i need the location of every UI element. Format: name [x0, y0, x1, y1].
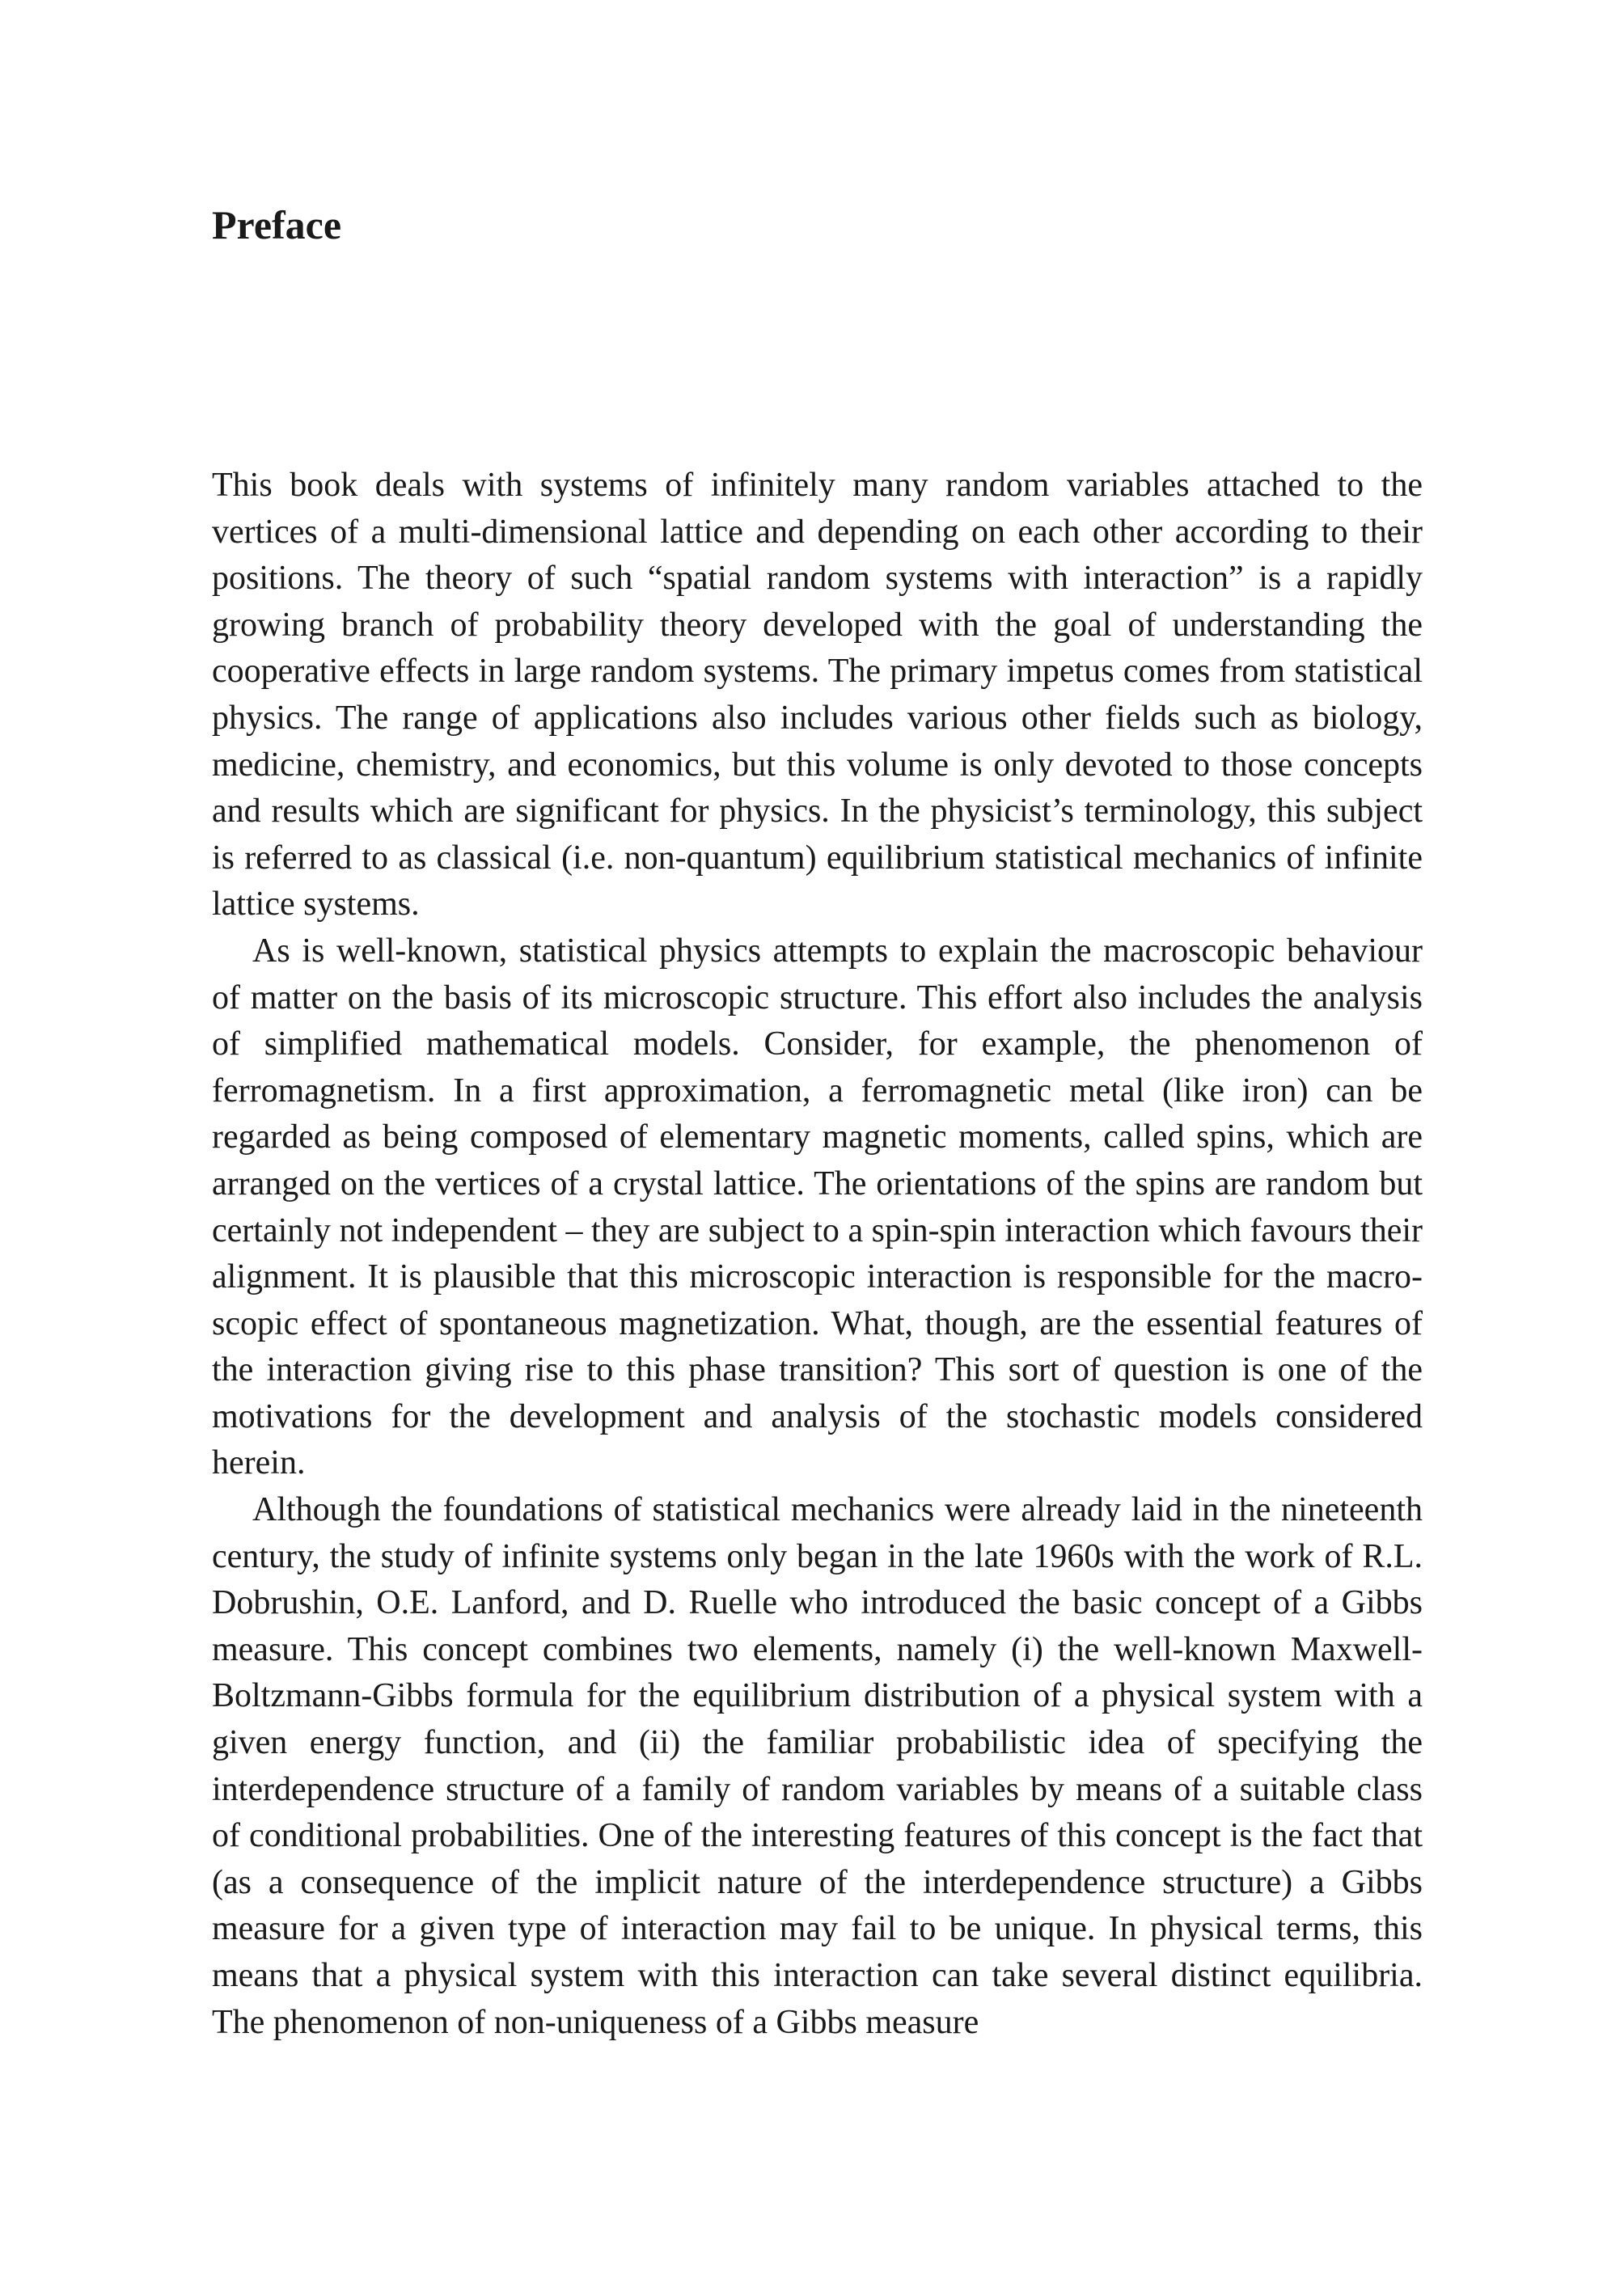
preface-body — [212, 463, 1423, 2046]
paragraph-3: Although the foundations of statistical mechanics were already laid in the nineteenth century, the study of infinite systems only began in the late 1960s with the work of R.L. Dobrushin, O.E. Lanford, and D. Ruelle who introduced the basic concept of a Gibbs measure. This concept combines two elements, namely (i) the well-known Maxwell-Boltzmann-Gibbs formula for the equilibrium distribution of a physical system with a given energy function, and (ii) the familiar probabilistic idea of specifying the interdependence structure of a family of random variables by means of a suitable class of conditional probabilities. One of the interesting features of this concept is the fact that (as a consequence of the implicit nature of the interdependence structure) a Gibbs measure for a given type of interaction may fail to be unique. In physical terms, this means that a physical system with this interaction can take several distinct equilibria. The phenomenon of non-uniqueness of a Gibbs measure — [212, 1491, 1423, 2041]
paragraph-1: This book deals with systems of infinitely many random variables attached to the vertices of a multi-dimensional lattice and depending on each other according to their positions. The theory of such “spatial random systems with interaction” is a rapidly growing branch of probability theory developed with the goal of understanding the cooperative effects in large random systems. The primary impetus comes from statistical physics. The range of applications also includes various other fields such as biology, medicine, chemistry, and economics, but this volume is only devoted to those concepts and results which are significant for physics. In the physicist’s terminology, this subject is referred to as classical (i.e. non-quantum) equilibrium statistical mechanics of infinite lattice systems. — [212, 467, 1423, 923]
paragraph-2: As is well-known, statistical physics attempts to explain the macroscopic behaviour of matter on the basis of its microscopic structure. This effort also includes the analysis of simplified mathematical models. Consider, for example, the phenomenon of ferromagnetism. In a first approximation, a ferromagnetic metal (like iron) can be regarded as being composed of elementary magnetic moments, called spins, which are arranged on the vertices of a crystal lattice. The orientations of the spins are random but certainly not independent – they are subject to a spin-spin interaction which favours their alignment. It is plausible that this microscopic interaction is responsible for the macroscopic effect of spontaneous magnetization. What, though, are the essential features of the interaction giving rise to this phase transition? This sort of question is one of the motivations for the development and analysis of the stochastic models considered herein. — [212, 932, 1423, 1482]
page-title: Preface — [212, 202, 342, 247]
